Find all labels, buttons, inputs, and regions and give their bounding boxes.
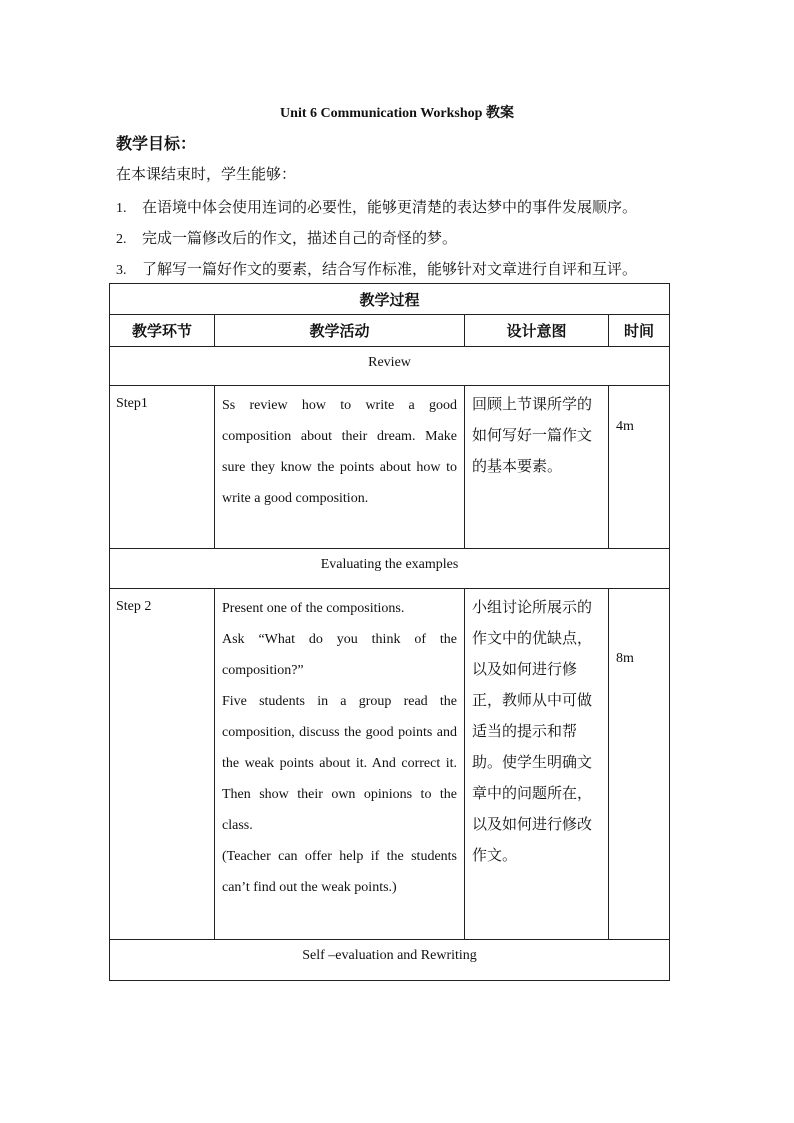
table-row: [110, 589, 670, 940]
objective-text: 在语境中体会使用连词的必要性，能够更清楚的表达梦中的事件发展顺序。: [142, 198, 638, 216]
step-cell: Step 2: [110, 589, 215, 940]
activity-text: Ask “What do you think of the composition?”: [222, 632, 457, 678]
objective-number: 3.: [116, 263, 127, 278]
table-row: [110, 386, 670, 549]
time-cell: 8m: [609, 589, 670, 940]
objective-text: 了解写一篇好作文的要素，结合写作标准，能够针对文章进行自评和互评。: [142, 260, 638, 278]
column-header-activity: 教学活动: [215, 315, 465, 347]
objective-item: [116, 196, 637, 217]
section-row-evaluating: [110, 549, 670, 589]
activity-text: Five students in a group read the composition, discuss the good points and the weak points about it. And correct it. Then show their own opinions to the class.: [222, 694, 457, 833]
design-cell: 小组讨论所展示的作文中的优缺点，以及如何进行修正，教师从中可做适当的提示和帮助。使学生明确文章中的问题所在，以及如何进行修改作文。: [465, 589, 609, 940]
objectives-heading: 教学目标：: [116, 134, 197, 153]
column-header-design: 设计意图: [465, 315, 609, 347]
activity-text: Ss review how to write a good composition about their dream. Make sure they know the points about how to write a good composition.: [222, 398, 457, 506]
table-title: 教学过程: [110, 284, 670, 315]
column-header-stage: 教学环节: [110, 315, 215, 347]
design-cell: 回顾上节课所学的如何写好一篇作文的基本要素。: [465, 386, 609, 549]
activity-text: (Teacher can offer help if the students can’t find out the weak points.): [222, 849, 457, 895]
time-cell: 4m: [609, 386, 670, 549]
section-row-review: [110, 347, 670, 386]
objective-number: 1.: [116, 201, 127, 216]
teaching-process-table: [109, 283, 670, 981]
activity-text: Present one of the compositions.: [222, 601, 405, 616]
section-label: Self –evaluation and Rewriting: [302, 948, 477, 963]
objective-item: [116, 258, 637, 279]
objective-number: 2.: [116, 232, 127, 247]
section-row-self-evaluation: [110, 940, 670, 981]
document-title: Unit 6 Communication Workshop 教案: [280, 106, 514, 121]
activity-cell: [215, 589, 465, 940]
step-cell: Step1: [110, 386, 215, 549]
section-label: Evaluating the examples: [320, 557, 459, 572]
objective-text: 完成一篇修改后的作文，描述自己的奇怪的梦。: [142, 229, 458, 247]
objective-item: [116, 227, 457, 248]
section-label: Review: [368, 355, 411, 370]
objectives-intro: 在本课结束时，学生能够：: [116, 165, 297, 183]
column-header-time: 时间: [609, 315, 670, 347]
activity-cell: [215, 386, 465, 549]
